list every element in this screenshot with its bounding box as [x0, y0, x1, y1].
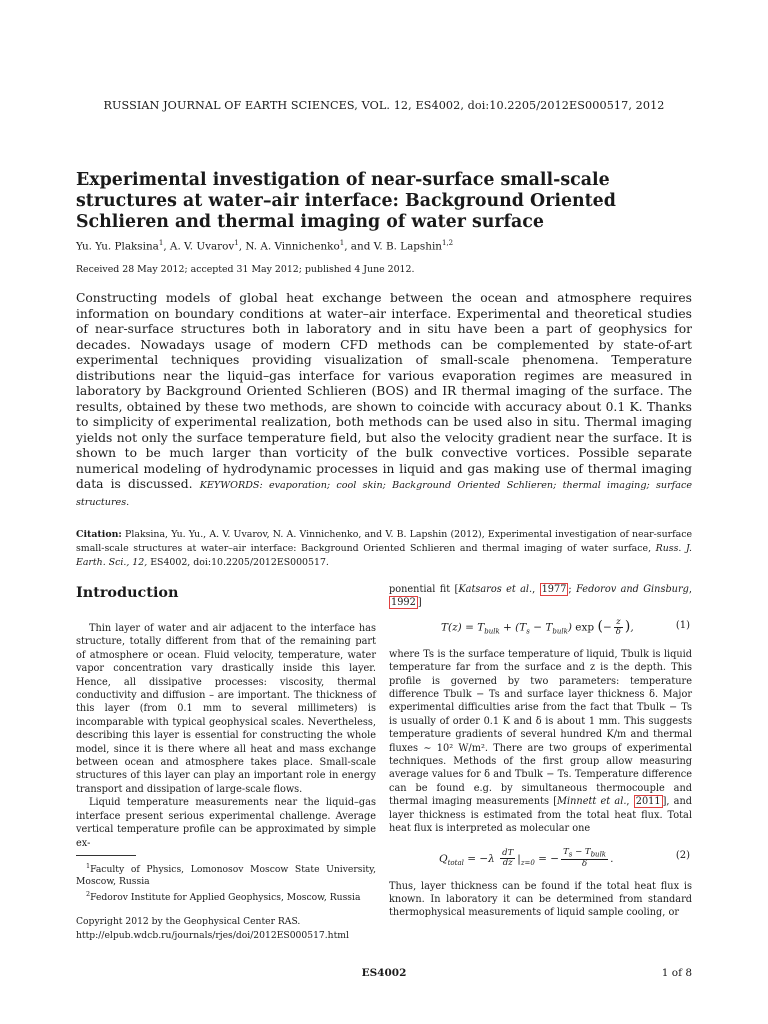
footnote-2-text: Fedorov Institute for Applied Geophysics, Moscow, Russia [90, 892, 361, 904]
footnotes [76, 860, 376, 905]
citation-label: Citation: [76, 529, 122, 540]
author-4-affiliation: 1,2 [441, 239, 454, 247]
author-3-affiliation: 1 [339, 239, 345, 247]
equation-1-body: $T(z) = T_{bulk} + (T_s - T_{bulk})$ exp (− $\frac{z}{\delta}$ ), [441, 616, 634, 637]
abstract-text: Constructing models of global heat exchange between the ocean and atmosphere requires information on boundary conditions at water–air interface. Experimental and theoretical studies of near-surface structures both in laboratory and in situ have been a part of geophysics for decades. Nowadays usage of modern CFD methods can be complemented by state-of-art experimental techniques providing visualization of small-scale phenomena. Temperature distributions near the liquid–gas interface for various evaporation regimes are measured in laboratory by Background Oriented Schlieren (BOS) and IR thermal imaging of the surface. The results, obtained by these two methods, are shown to coincide with accuracy about 0.1 K. Thanks to simplicity of experimental realization, both methods can be used also in situ. Thermal imaging yields not only the surface temperature field, but also the velocity gradient near the surface. It is shown to be much larger than vorticity of the bulk convective vortices. Possible separate numerical modeling of hydrodynamic processes in liquid and gas making use of thermal imaging data is discussed. [76, 291, 692, 491]
citation-close-bracket: ] [417, 597, 422, 609]
author-1-affiliation: 1 [158, 239, 164, 247]
citation-tail: ES4002, doi:10.2205/2012ES000517. [150, 557, 329, 568]
footnote-2-mark: 2 [86, 890, 91, 899]
equation-2 [389, 844, 692, 874]
right-paragraph-3: Thus, layer thickness can be found if the total heat flux is known. In laboratory it can be determined from standard thermophysical measurements of liquid sample cooling, or [389, 880, 692, 919]
citation-minnett-name: Minnett et al. [557, 796, 627, 808]
article-url-link[interactable]: http://elpub.wdcb.ru/journals/rjes/doi/2012ES000517.html [76, 930, 349, 941]
footnote-1-mark: 1 [86, 862, 91, 870]
citation-link-minnett-2011[interactable]: 2011 [635, 796, 661, 808]
footer-page-number: 1 of 8 [661, 967, 692, 979]
intro-paragraph-1: Thin layer of water and air adjacent to the interface has structure, totally different from that of the remaining part of atmosphere or ocean. Fluid velocity, temperature, water vapor concentration vary drastically inside this layer. Hence, all dissipative processes: viscosity, thermal conductivity and diffusion – are important. The thickness of this layer (from 0.1 mm to several millimeters) is incomparable with typical geophysical scales. Nevertheless, describing this layer is essential for constructing the whole model, since it is there where all heat and mass exchange between ocean and atmosphere takes place. Small-scale structures of this layer can play an important role in energy transport and dissipation of large-scale flows. [76, 623, 376, 795]
copyright-block [76, 915, 376, 943]
footer-article-id: ES4002 [361, 967, 407, 979]
publication-dates: Received 28 May 2012; accepted 31 May 2012; published 4 June 2012. [76, 264, 415, 275]
author-list [76, 239, 453, 252]
author-4: , and V. B. Lapshin [344, 240, 442, 253]
copyright-line: Copyright 2012 by the Geophysical Center RAS. [76, 916, 301, 927]
right-p2-tail: ], and layer thickness is estimated from the total heat flux. Total heat flux is interpreted as molecular one [389, 796, 692, 835]
abstract [76, 291, 692, 510]
equation-1 [389, 614, 692, 642]
right-paragraph-1: ponential fit [Katsaros et al., 1977 ; Fedorov and Ginsburg, 1992 ] [389, 584, 692, 609]
left-column [76, 622, 376, 850]
citation-text: Plaksina, Yu. Yu., A. V. Uvarov, N. A. Vinnichenko, and V. B. Lapshin (2012), Experimental investigation of near-surface small-scale structures at water–air interface: Background Oriented Schlieren and thermal imaging of water surface, [76, 529, 692, 554]
equation-2-body: $Q_{total} = -\lambda$ $\frac{dT}{dz}$ $|_{z=0}$ = − $\frac{T_s - T_{bulk}}{\delta}$ . [439, 846, 614, 870]
right-p2-text: where Ts is the surface temperature of liquid, Tbulk is liquid temperature far from the surface and z is the depth. This profile is governed by two parameters: temperature difference Tbulk − Ts and surface layer thickness δ. Major experimental difficulties arise from the fact that Tbulk − Ts is usually of order 0.1 K and δ is about 1 mm. This suggests temperature gradients of several hundred K/m and thermal fluxes ∼ 10² W/m². There are two groups of experimental techniques. Methods of the first group allow measuring average values for δ and Tbulk − Ts. Temperature difference can be found e.g. by simultaneous thermocouple and thermal imaging measurements [ [389, 648, 692, 808]
equation-1-number: (1) [675, 619, 690, 631]
section-heading-introduction: Introduction [76, 584, 179, 601]
right-paragraph-2: where Ts is the surface temperature of liquid, Tbulk is liquid temperature far from the surface and z is the depth. This profile is governed by two parameters: temperature difference Tbulk − Ts and surface layer thickness δ. Major experimental difficulties arise from the fact that Tbulk − Ts is usually of order 0.1 K and δ is about 1 mm. This suggests temperature gradients of several hundred K/m and thermal fluxes ∼ 10² W/m². There are two groups of experimental techniques. Methods of the first group allow measuring average values for δ and Tbulk − Ts. Temperature difference can be found e.g. by simultaneous thermocouple and thermal imaging measurements [Minnett et al., 2011 ], and layer thickness is estimated from the total heat flux. Total heat flux is interpreted as molecular one [389, 648, 692, 835]
author-2: , A. V. Uvarov [163, 240, 235, 253]
author-2-affiliation: 1 [234, 239, 239, 247]
footnote-1 [76, 860, 376, 888]
paper-title: Experimental investigation of near-surface small-scale structures at water–air interface: Background Oriented Schlieren and thermal imaging of water surface [76, 170, 616, 232]
author-1: Yu. Yu. Plaksina [76, 240, 159, 253]
right-column [389, 583, 692, 920]
citation-block [76, 528, 692, 570]
footnote-2 [76, 888, 376, 904]
author-3: , N. A. Vinnichenko [238, 240, 340, 253]
footnote-rule [76, 855, 136, 856]
citation-link-fedorov-1992[interactable]: 1992 [391, 597, 416, 609]
intro-paragraph-2: Liquid temperature measurements near the liquid–gas interface present serious experimental challenge. Average vertical temperature profile can be approximated by simple ex- [76, 797, 376, 849]
footnote-1-text: Faculty of Physics, Lomonosov Moscow State University, Moscow, Russia [76, 864, 376, 888]
equation-2-number: (2) [675, 849, 690, 861]
citation-fedorov-name: Fedorov and Ginsburg [576, 584, 689, 595]
citation-katsaros-name: Katsaros et al. [458, 584, 533, 595]
citation-link-katsaros-1977[interactable]: 1977 [541, 584, 567, 595]
right-p1-text: ponential fit [ [389, 584, 459, 595]
running-head: RUSSIAN JOURNAL OF EARTH SCIENCES, VOL. 12, ES4002, doi:10.2205/2012ES000517, 2012 [103, 99, 665, 112]
keywords: KEYWORDS: evaporation; cool skin; Background Oriented Schlieren; thermal imaging; surface structures. [76, 480, 692, 508]
citation-journal: Russ. J. Earth. Sci., 12, [76, 543, 692, 568]
citation-separator: ; [568, 584, 577, 595]
